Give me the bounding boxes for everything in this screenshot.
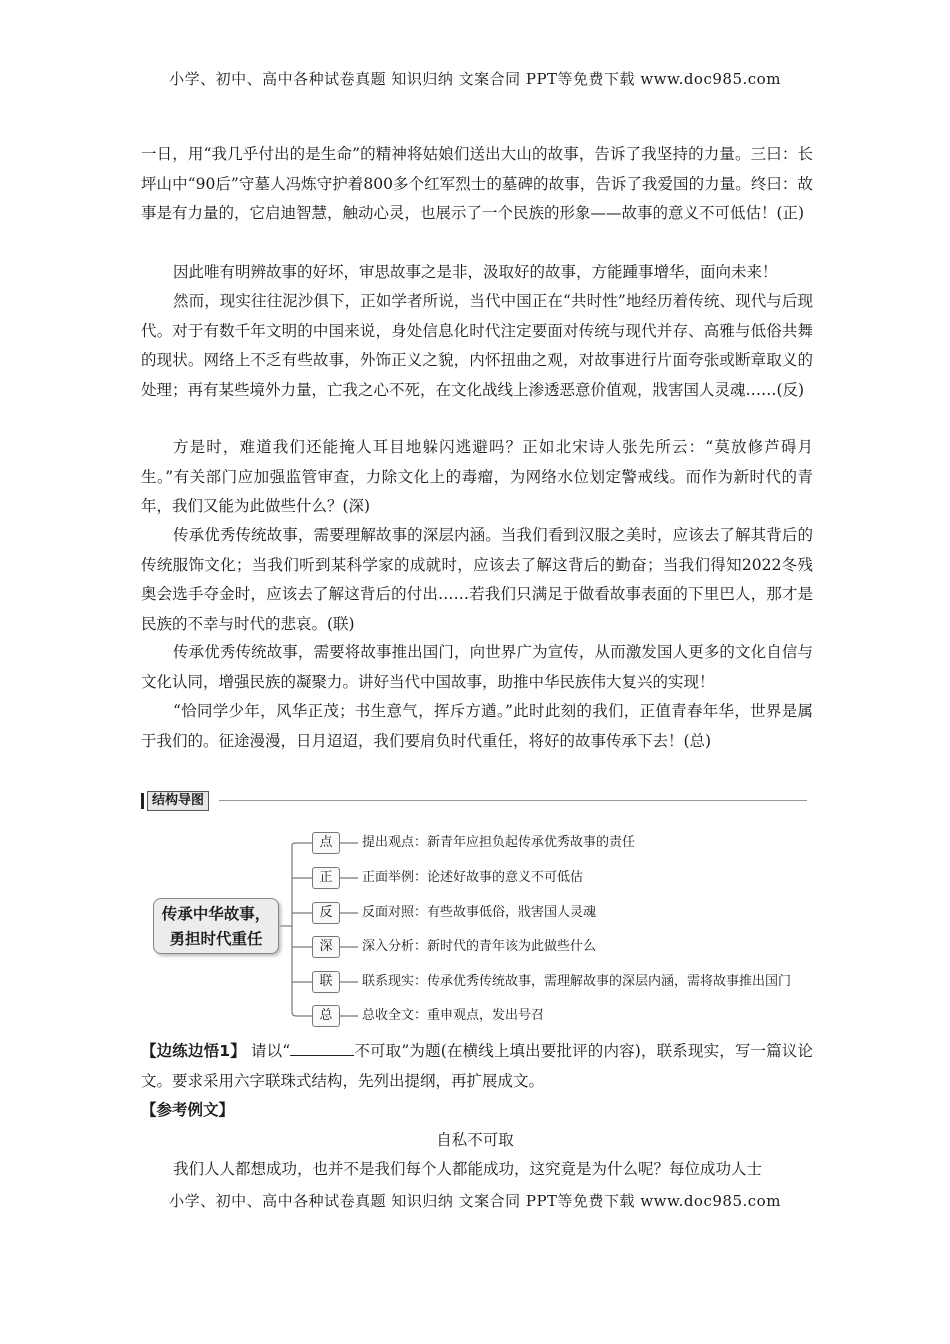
node-dian: 点: [312, 832, 340, 854]
page-header: 小学、初中、高中各种试卷真题 知识归纳 文案合同 PPT等免费下载 www.doc985.com: [169, 70, 781, 88]
essay-title: 自私不可取: [436, 1131, 514, 1149]
node-zong: 总: [312, 1005, 340, 1027]
node-lian-text: 联系现实：传承优秀传统故事，需理解故事的深层内涵，需将故事推出国门: [362, 974, 792, 989]
structure-mindmap: [150, 825, 820, 1030]
node-dian-text: 提出观点：新青年应担负起传承优秀故事的责任: [362, 835, 636, 850]
paragraph-zong: “恰同学少年，风华正茂；书生意气，挥斥方遒。”此时此刻的我们，正值青春年华，世界是属于我们的。征途漫漫，日月迢迢，我们要肩负时代重任，将好的故事传承下去！(总): [141, 702, 813, 750]
exercise-prompt: [141, 1037, 813, 1096]
section-bar: [141, 793, 144, 809]
section-rule: [219, 800, 807, 801]
node-zong-text: 总收全文：重申观点，发出号召: [362, 1008, 545, 1023]
paragraph-fan: 然而，现实往往泥沙俱下，正如学者所说，当代中国正在“共时性”地经历着传统、现代与后现代。对于有数千年文明的中国来说，身处信息化时代注定要面对传统与现代并存、高雅与低俗共舞的现状。网络上不乏有些故事，外饰正义之貌，内怀扭曲之观，对故事进行片面夸张或断章取义的处理；再有某些境外力量，亡我之心不死，在文化战线上渗透恶意价值观，戕害国人灵魂……(反): [141, 292, 813, 399]
section-heading: [141, 790, 807, 812]
page-footer: 小学、初中、高中各种试卷真题 知识归纳 文案合同 PPT等免费下载 www.doc985.com: [169, 1192, 781, 1210]
essay-first-line: 我们人人都想成功，也并不是我们每个人都能成功，这究竟是为什么呢？每位成功人士: [173, 1160, 763, 1178]
paragraph-lian: 传承优秀传统故事，需要理解故事的深层内涵。当我们看到汉服之美时，应该去了解其背后的传统服饰文化；当我们听到某科学家的成就时，应该去了解这背后的勤奋；当我们得知2022冬残奥会选手夺金时，应该去了解这背后的付出……若我们只满足于做看故事表面的下里巴人，那才是民族的不幸与时代的悲哀。(联): [141, 526, 813, 633]
section-label: 结构导图: [147, 791, 209, 811]
center-line-1: 传承中华故事，: [161, 905, 271, 923]
exercise-text-before: 请以“: [250, 1042, 291, 1060]
paragraph-shen: 方是时，难道我们还能掩人耳目地躲闪逃避吗？正如北宋诗人张先所云：“莫放修芦碍月生。”有关部门应加强监管审查，力除文化上的毒瘤，为网络水位划定警戒线。而作为新时代的青年，我们又能为此做些什么？(深): [141, 438, 813, 515]
paragraph-zheng: 一日，用“我几乎付出的是生命”的精神将姑娘们送出大山的故事，告诉了我坚持的力量。三曰：长坪山中“90后”守墓人冯炼守护着800多个红军烈士的墓碑的故事，告诉了我爱国的力量。终曰：故事是有力量的，它启迪智慧，触动心灵，也展示了一个民族的形象——故事的意义不可低估！(正): [141, 145, 813, 222]
paragraph-transition: 因此唯有明辨故事的好坏，审思故事之是非，汲取好的故事，方能踵事增华，面向未来！: [173, 263, 778, 281]
node-shen-text: 深入分析：新时代的青年该为此做些什么: [362, 939, 597, 954]
center-line-2: 勇担时代重任: [169, 930, 263, 948]
reference-label: 【参考例文】: [141, 1101, 235, 1119]
exercise-text-after: 不可取”为题(在横线上填出要批评的内容)，联系现实，写一篇议论文。要求采用六字联珠式结构，先列出提纲，再扩展成文。: [141, 1042, 813, 1090]
paragraph-culture: 传承优秀传统故事，需要将故事推出国门，向世界广为宣传，从而激发国人更多的文化自信与文化认同，增强民族的凝聚力。讲好当代中国故事，助推中华民族伟大复兴的实现！: [141, 643, 813, 691]
node-fan: 反: [312, 902, 340, 924]
connector-branch-5: [292, 1012, 312, 1016]
node-zheng: 正: [312, 867, 340, 889]
node-zheng-text: 正面举例：论述好故事的意义不可低估: [362, 870, 584, 885]
node-fan-text: 反面对照：有些故事低俗，戕害国人灵魂: [362, 905, 597, 920]
node-shen: 深: [312, 936, 340, 958]
connector-branch-0: [292, 843, 312, 845]
fill-in-blank: [290, 1041, 354, 1056]
exercise-label: 【边练边悟1】: [141, 1042, 246, 1060]
mindmap-center-topic: [153, 898, 279, 954]
node-lian: 联: [312, 971, 340, 993]
